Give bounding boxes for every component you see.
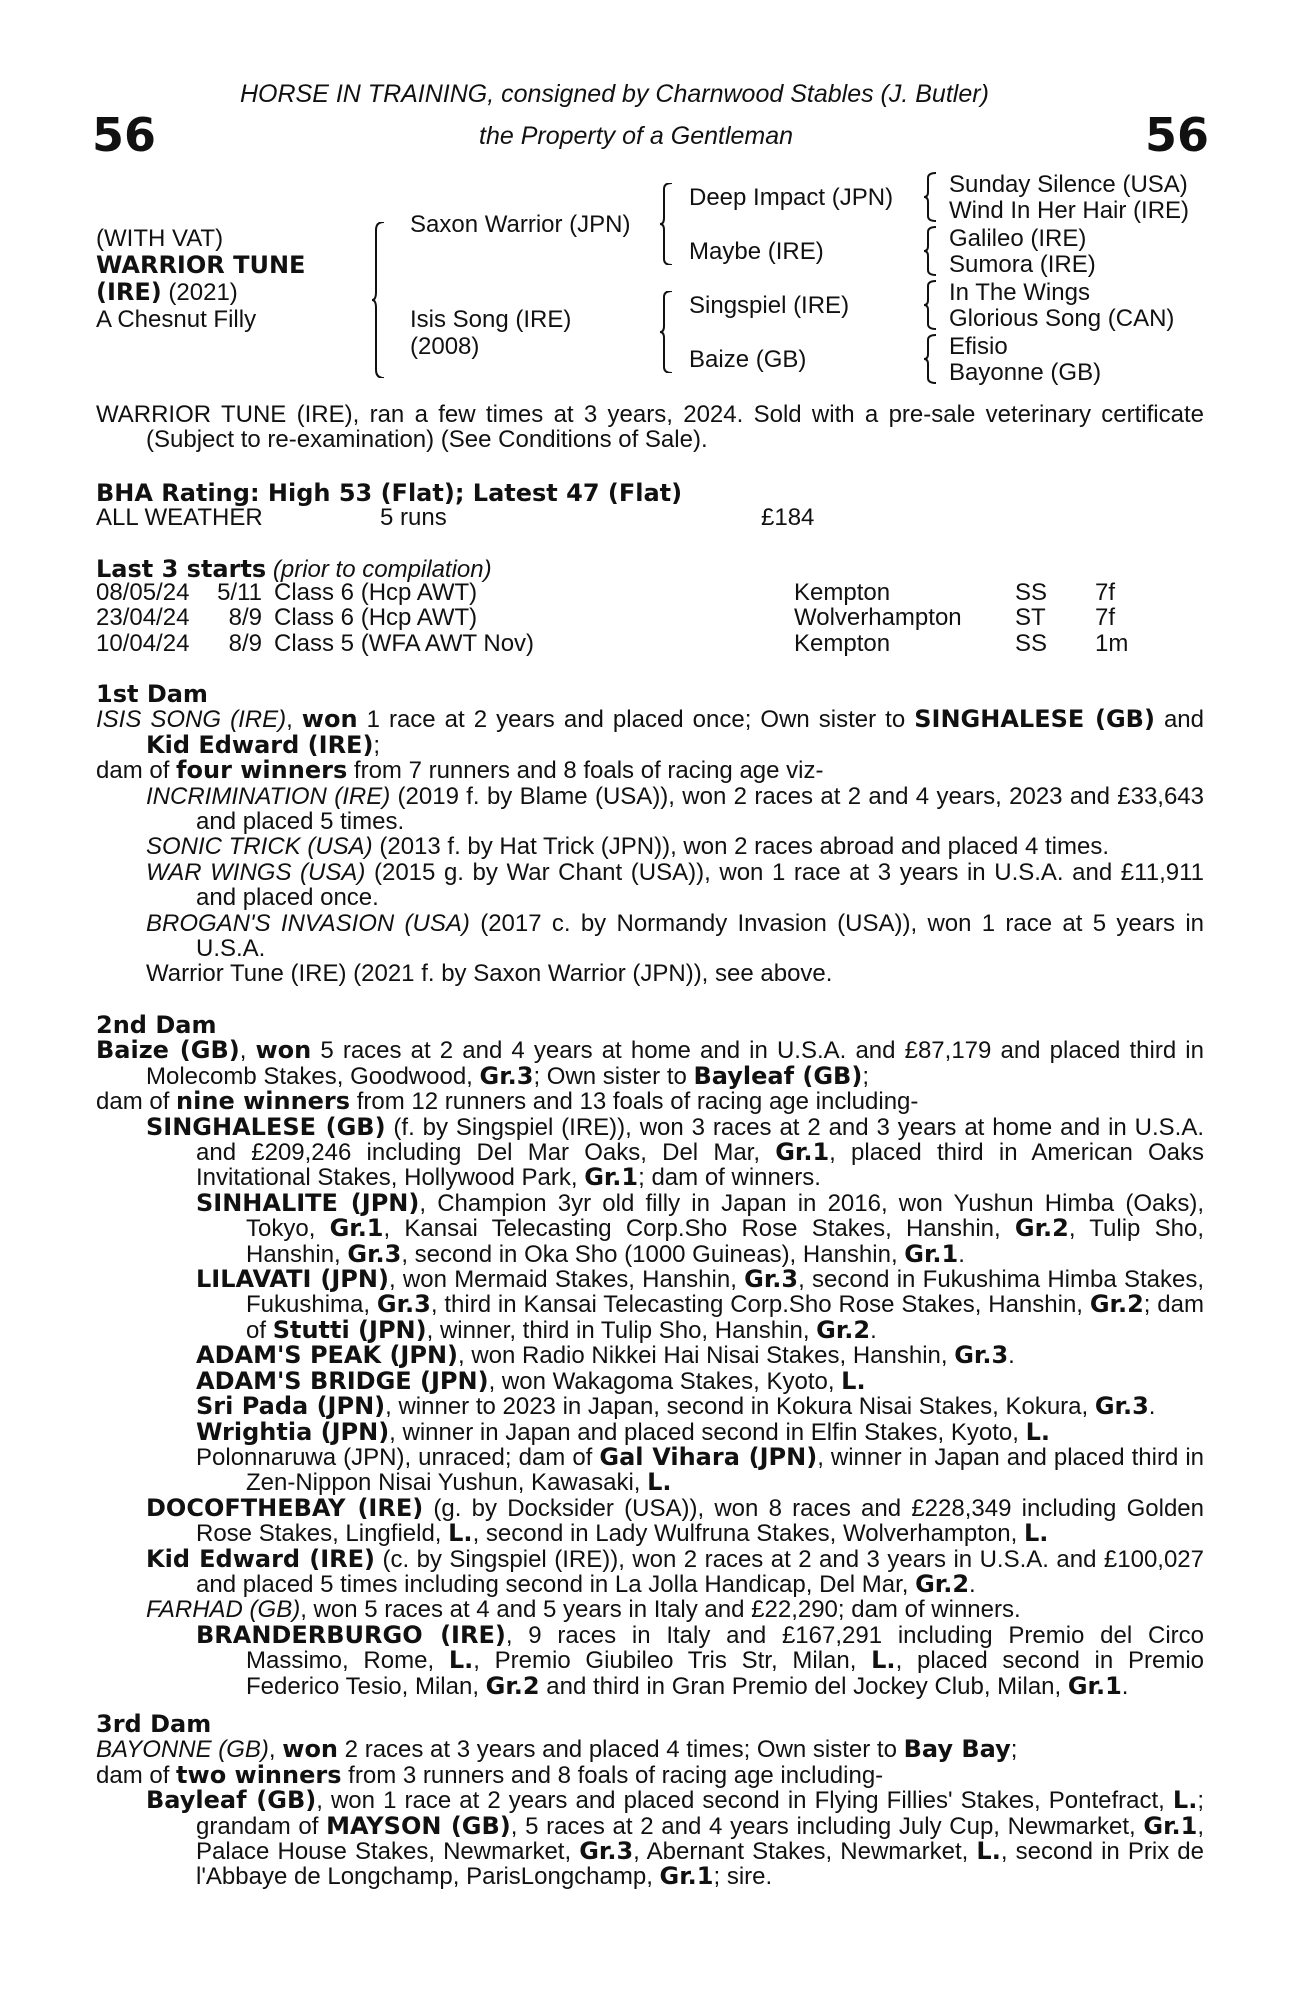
text: (f. by Singspiel (IRE)), won 3 races at 2 and 3 years at home and in U.S.A. and £209,246 including Del Mar Oaks, Del Mar, bbox=[196, 1113, 1205, 1167]
text: , Palace House Stakes, Newmarket, bbox=[196, 1812, 1204, 1866]
grade-label: Gr.3 bbox=[1094, 1392, 1149, 1421]
bha-rating: BHA Rating: High 53 (Flat); Latest 47 (Flat) bbox=[96, 479, 683, 507]
text: from 12 runners and 13 foals of racing age including- bbox=[350, 1088, 919, 1116]
listed-label: L. bbox=[448, 1519, 473, 1548]
listed-label: L. bbox=[448, 1646, 474, 1675]
sibling-name: Bayleaf (GB) bbox=[693, 1061, 863, 1090]
start-date: 23/04/24 bbox=[96, 604, 190, 632]
text: , second in Prix de l'Abbaye de Longchamp, ParisLongchamp, bbox=[196, 1838, 1204, 1891]
sibling-name: SINGHALESE (GB) bbox=[914, 705, 1155, 734]
rating-runs: 5 runs bbox=[380, 504, 447, 531]
text: , Champion 3yr old filly in Japan in 2016, won Yushun Himba (Oaks), Tokyo, bbox=[246, 1189, 1204, 1243]
text: ; bbox=[373, 731, 381, 759]
text: , Premio Giubileo Tris Str, Milan, bbox=[473, 1647, 872, 1675]
text: , won Radio Nikkei Hai Nisai Stakes, Hanshin, bbox=[458, 1342, 955, 1370]
text: , winner, third in Tulip Sho, Hanshin, bbox=[426, 1316, 817, 1344]
pedigree-gg-bracket-2 bbox=[924, 226, 940, 276]
pedigree-gg-1: Sunday Silence (USA) bbox=[949, 171, 1188, 198]
first-dam-section bbox=[96, 682, 1204, 987]
grade-label: Gr.2 bbox=[1089, 1290, 1144, 1319]
table-row bbox=[96, 580, 1128, 605]
listed-label: L. bbox=[647, 1468, 672, 1497]
produce-entry bbox=[96, 834, 1204, 859]
text: dam of bbox=[96, 757, 177, 785]
grade-label: Gr.3 bbox=[744, 1265, 799, 1294]
produce-name: Bayleaf (GB) bbox=[146, 1786, 317, 1815]
text: . bbox=[969, 1570, 976, 1598]
text: from 3 runners and 8 foals of racing age including- bbox=[341, 1761, 884, 1789]
start-position: 5/11 bbox=[217, 579, 262, 606]
lot-number-right: 56 bbox=[1145, 108, 1210, 162]
produce-name: SINGHALESE (GB) bbox=[146, 1112, 386, 1141]
grade-label: Gr.1 bbox=[775, 1138, 830, 1167]
second-dam-name: Baize (GB) bbox=[96, 1036, 240, 1065]
pedigree-gg-8: Bayonne (GB) bbox=[949, 359, 1102, 386]
first-dam-produce-summary bbox=[96, 758, 1204, 783]
start-race: Class 6 (Hcp AWT) bbox=[274, 579, 478, 606]
last-starts-note: (prior to compilation) bbox=[272, 556, 492, 583]
grade-label: Gr.1 bbox=[659, 1862, 714, 1891]
winner-count: nine winners bbox=[176, 1087, 351, 1116]
first-dam-name: ISIS SONG (IRE) bbox=[96, 706, 287, 734]
grade-label: Gr.2 bbox=[1014, 1214, 1069, 1243]
start-going: SS bbox=[1015, 629, 1048, 657]
produce-name: SINHALITE (JPN) bbox=[196, 1188, 420, 1217]
start-course: Kempton bbox=[794, 629, 891, 657]
text: ; sire. bbox=[713, 1863, 773, 1891]
text: . bbox=[958, 1240, 965, 1268]
won-label: won bbox=[301, 705, 358, 734]
pedigree-dam-dam: Baize (GB) bbox=[689, 346, 807, 373]
grade-label: Gr.3 bbox=[479, 1061, 534, 1090]
text: ; dam of winners. bbox=[638, 1164, 821, 1192]
grade-label: Gr.1 bbox=[1067, 1671, 1122, 1700]
text: , Abernant Stakes, Newmarket, bbox=[633, 1838, 977, 1866]
rating-surface: ALL WEATHER bbox=[96, 504, 263, 531]
last-starts-heading: Last 3 starts bbox=[96, 555, 267, 583]
start-going: SS bbox=[1015, 579, 1048, 606]
text: , winner in Japan and placed third in Zen-Nippon Nisai Yushun, Kawasaki, bbox=[246, 1443, 1205, 1497]
text: Polonnaruwa (JPN), unraced; dam of bbox=[196, 1443, 600, 1471]
produce-name: SONIC TRICK (USA) bbox=[146, 833, 373, 861]
produce-entry bbox=[96, 911, 1204, 962]
produce-name: FARHAD (GB) bbox=[146, 1596, 301, 1624]
pedigree-gg-3: Galileo (IRE) bbox=[949, 225, 1087, 252]
pedigree-dam-bracket bbox=[660, 291, 678, 373]
winner-count: four winners bbox=[176, 756, 348, 785]
produce-entry bbox=[96, 1620, 1204, 1700]
produce-name: DOCOFTHEBAY (IRE) bbox=[146, 1493, 424, 1522]
produce-entry bbox=[96, 784, 1204, 835]
start-date: 10/04/24 bbox=[96, 629, 190, 657]
text: , third in Kansai Telecasting Corp.Sho Rose Stakes, Hanshin, bbox=[430, 1291, 1090, 1319]
text: , won 1 race at 2 years and placed second in Flying Fillies' Stakes, Pontefract, bbox=[316, 1787, 1173, 1815]
last-starts-table bbox=[96, 580, 1128, 656]
second-dam-intro bbox=[96, 1038, 1204, 1089]
pedigree-sire-dam: Maybe (IRE) bbox=[689, 238, 824, 265]
produce-name: BRANDERBURGO (IRE) bbox=[196, 1620, 506, 1649]
text: and bbox=[1154, 706, 1204, 734]
text: from 7 runners and 8 foals of racing age viz- bbox=[347, 757, 824, 785]
grade-label: Gr.3 bbox=[954, 1341, 1009, 1370]
sibling-name: Bay Bay bbox=[903, 1735, 1011, 1764]
horse-name: WARRIOR TUNE bbox=[96, 251, 306, 279]
text: , won 5 races at 4 and 5 years in Italy and £22,290; dam of winners. bbox=[300, 1596, 1021, 1624]
vat-label: (WITH VAT) bbox=[96, 225, 224, 252]
start-distance: 7f bbox=[1095, 579, 1116, 606]
text: and third in Gran Premio del Jockey Club, Milan, bbox=[539, 1672, 1068, 1700]
listed-label: L. bbox=[871, 1646, 896, 1675]
start-course: Kempton bbox=[794, 579, 891, 606]
table-row bbox=[96, 631, 1128, 656]
text: 5 races at 2 and 4 years at home and in U.S.A. and £87,179 and placed third in Molecomb Stakes, Goodwood, bbox=[146, 1037, 1204, 1090]
lot-number-left: 56 bbox=[92, 108, 157, 162]
text: . bbox=[1148, 1393, 1156, 1421]
text: , second in Oka Sho (1000 Guineas), Hanshin, bbox=[401, 1240, 905, 1268]
summary-block bbox=[96, 402, 1204, 453]
produce-entry bbox=[96, 1366, 1204, 1395]
text: (g. by Docksider (USA)), won 8 races and £228,349 including Golden Rose Stakes, Lingfield, bbox=[196, 1494, 1204, 1548]
produce-name: Kid Edward (IRE) bbox=[146, 1544, 375, 1573]
grade-label: Gr.3 bbox=[376, 1290, 431, 1319]
text: ; Own sister to bbox=[533, 1062, 694, 1090]
start-date: 08/05/24 bbox=[96, 579, 190, 606]
third-dam-section bbox=[96, 1712, 1204, 1890]
text: , 9 races in Italy and £167,291 including Premio del Circo Massimo, Rome, bbox=[246, 1621, 1204, 1675]
third-dam-intro bbox=[96, 1737, 1204, 1762]
text: , second in Lady Wulfruna Stakes, Wolverhampton, bbox=[472, 1520, 1024, 1548]
pedigree-main-bracket bbox=[372, 222, 392, 378]
text: ; bbox=[1010, 1736, 1018, 1764]
produce-name: ADAM'S BRIDGE (JPN) bbox=[196, 1366, 489, 1395]
pedigree-dam: Isis Song (IRE) bbox=[410, 306, 572, 333]
horse-country: (IRE) bbox=[96, 278, 162, 306]
text: , 5 races at 2 and 4 years including July Cup, Newmarket, bbox=[510, 1812, 1144, 1840]
text: . bbox=[1121, 1672, 1129, 1700]
text: , placed third in American Oaks Invitational Stakes, Hollywood Park, bbox=[196, 1139, 1205, 1192]
property-line: the Property of a Gentleman bbox=[479, 122, 794, 150]
text: 2 races at 3 years and placed 4 times; Own sister to bbox=[338, 1736, 904, 1764]
text: , winner to 2023 in Japan, second in Kokura Nisai Stakes, Kokura, bbox=[385, 1393, 1095, 1421]
produce-name: BROGAN'S INVASION (USA) bbox=[146, 909, 470, 937]
produce-entry bbox=[96, 1394, 1204, 1419]
pedigree-sire-bracket bbox=[660, 183, 678, 265]
produce-name: Sri Pada (JPN) bbox=[196, 1392, 386, 1421]
text: , placed second in Premio Federico Tesio, Milan, bbox=[246, 1647, 1204, 1700]
third-dam-heading: 3rd Dam bbox=[96, 1710, 212, 1738]
horse-origin bbox=[96, 279, 238, 306]
produce-entry bbox=[96, 1112, 1205, 1192]
pedigree-dam-sire: Singspiel (IRE) bbox=[689, 292, 850, 319]
pedigree-sire-sire: Deep Impact (JPN) bbox=[689, 184, 894, 211]
grade-label: Gr.1 bbox=[904, 1239, 959, 1268]
start-course: Wolverhampton bbox=[794, 604, 962, 632]
grade-label: Gr.2 bbox=[915, 1569, 970, 1598]
start-distance: 7f bbox=[1095, 604, 1116, 632]
grade-label: Gr.2 bbox=[816, 1315, 871, 1344]
produce-entry bbox=[96, 1493, 1204, 1548]
second-dam-section bbox=[96, 1013, 1204, 1699]
pedigree-gg-4: Sumora (IRE) bbox=[949, 251, 1096, 278]
table-row bbox=[96, 605, 1128, 630]
second-dam-heading: 2nd Dam bbox=[96, 1011, 217, 1039]
text: (2019 f. by Blame (USA)), won 2 races at 2 and 4 years, 2023 and £33,643 and placed 5 times. bbox=[196, 782, 1204, 836]
rating-earnings: £184 bbox=[761, 504, 815, 531]
text: , Kansai Telecasting Corp.Sho Rose Stakes, Hanshin, bbox=[383, 1215, 1015, 1243]
produce-entry: Warrior Tune (IRE) (2021 f. by Saxon Warrior (JPN)), see above. bbox=[146, 960, 833, 988]
third-dam-produce-summary bbox=[96, 1760, 1204, 1789]
listed-label: L. bbox=[976, 1837, 1001, 1866]
text: dam of bbox=[96, 1761, 177, 1789]
first-dam-heading: 1st Dam bbox=[96, 680, 208, 708]
text: , won Wakagoma Stakes, Kyoto, bbox=[488, 1367, 842, 1395]
start-going: ST bbox=[1015, 604, 1046, 632]
third-dam-name: BAYONNE (GB) bbox=[96, 1736, 269, 1764]
grade-label: Gr.1 bbox=[584, 1163, 639, 1192]
text: (2017 c. by Normandy Invasion (USA)), won 1 race at 5 years in U.S.A. bbox=[196, 909, 1205, 963]
text: . bbox=[1008, 1342, 1015, 1370]
text: 1 race at 2 years and placed once; Own sister to bbox=[357, 706, 915, 734]
text: , won Mermaid Stakes, Hanshin, bbox=[388, 1266, 745, 1294]
listed-label: L. bbox=[1172, 1786, 1198, 1815]
start-race: Class 5 (WFA AWT Nov) bbox=[274, 629, 535, 657]
produce-entry bbox=[96, 1188, 1204, 1268]
horse-description: A Chesnut Filly bbox=[96, 306, 257, 333]
produce-entry bbox=[96, 1267, 1204, 1343]
won-label: won bbox=[255, 1036, 312, 1065]
produce-name: INCRIMINATION (IRE) bbox=[146, 782, 391, 810]
start-position: 8/9 bbox=[228, 629, 262, 657]
text: dam of bbox=[96, 1088, 177, 1116]
produce-entry bbox=[96, 1417, 1204, 1446]
pedigree-gg-bracket-3 bbox=[924, 280, 940, 330]
text: (c. by Singspiel (IRE)), won 2 races at 2 and 3 years in U.S.A. and £100,027 and placed 5 times including second in La Jolla Handicap, Del Mar, bbox=[196, 1545, 1205, 1598]
text: , bbox=[268, 1736, 283, 1764]
summary-text: WARRIOR TUNE (IRE), ran a few times at 3 years, 2024. Sold with a pre-sale veterinary certificate (Subject to re-examination) (See Conditions of Sale). bbox=[96, 401, 1204, 454]
produce-name: WAR WINGS (USA) bbox=[146, 858, 366, 886]
produce-entry bbox=[96, 860, 1204, 911]
horse-year: (2021) bbox=[168, 279, 238, 306]
start-distance: 1m bbox=[1095, 629, 1129, 657]
consignment-line: HORSE IN TRAINING, consigned by Charnwood Stables (J. Butler) bbox=[240, 80, 989, 108]
pedigree-gg-bracket-1 bbox=[924, 172, 940, 222]
produce-name: Gal Vihara (JPN) bbox=[599, 1442, 818, 1471]
text: ; bbox=[862, 1062, 869, 1090]
produce-name: MAYSON (GB) bbox=[326, 1811, 511, 1840]
pedigree-gg-bracket-4 bbox=[924, 334, 940, 384]
won-label: won bbox=[282, 1735, 339, 1764]
first-dam-intro: ISIS SONG (IRE), won 1 race at 2 years and placed once; Own sister to SINGHALESE (GB) and Kid Edward (IRE); bbox=[96, 705, 1204, 759]
grade-label: Gr.2 bbox=[485, 1671, 540, 1700]
second-dam-produce-summary bbox=[96, 1089, 1204, 1114]
grade-label: Gr.3 bbox=[347, 1239, 402, 1268]
pedigree-sire: Saxon Warrior (JPN) bbox=[410, 211, 631, 238]
pedigree-gg-2: Wind In Her Hair (IRE) bbox=[949, 197, 1190, 224]
text: ; grandam of bbox=[196, 1787, 1204, 1840]
grade-label: Gr.3 bbox=[579, 1837, 634, 1866]
winner-count: two winners bbox=[176, 1760, 342, 1789]
produce-entry bbox=[96, 1788, 1204, 1890]
text: . bbox=[870, 1316, 877, 1344]
listed-label: L. bbox=[1025, 1417, 1050, 1446]
listed-label: L. bbox=[1023, 1519, 1049, 1548]
grade-label: Gr.1 bbox=[329, 1214, 384, 1243]
text: (2015 g. by War Chant (USA)), won 1 race at 3 years in U.S.A. and £11,911 and placed once. bbox=[196, 858, 1204, 912]
produce-entry bbox=[96, 1343, 1204, 1368]
text: (2013 f. by Hat Trick (JPN)), won 2 races abroad and placed 4 times. bbox=[372, 833, 1110, 861]
produce-entry bbox=[96, 1442, 1205, 1497]
start-race: Class 6 (Hcp AWT) bbox=[274, 604, 478, 632]
pedigree-gg-6: Glorious Song (CAN) bbox=[949, 305, 1175, 332]
produce-name: Wrightia (JPN) bbox=[196, 1417, 390, 1446]
pedigree-gg-7: Efisio bbox=[949, 333, 1008, 360]
grade-label: Gr.1 bbox=[1143, 1811, 1198, 1840]
sibling-name: Kid Edward (IRE) bbox=[146, 730, 374, 759]
produce-entry bbox=[96, 1597, 1204, 1622]
produce-name: LILAVATI (JPN) bbox=[196, 1265, 389, 1294]
produce-entry bbox=[96, 1544, 1205, 1598]
text: , Tulip Sho, Hanshin, bbox=[246, 1215, 1204, 1268]
produce-name: ADAM'S PEAK (JPN) bbox=[196, 1341, 458, 1370]
text: ; dam of bbox=[246, 1291, 1204, 1344]
start-position: 8/9 bbox=[228, 604, 262, 632]
text: , winner in Japan and placed second in Elfin Stakes, Kyoto, bbox=[389, 1418, 1026, 1446]
text: , bbox=[239, 1037, 256, 1065]
produce-name: Stutti (JPN) bbox=[272, 1315, 427, 1344]
text: , second in Fukushima Himba Stakes, Fukushima, bbox=[246, 1266, 1204, 1319]
listed-label: L. bbox=[841, 1366, 866, 1395]
pedigree-gg-5: In The Wings bbox=[949, 279, 1090, 306]
pedigree-dam-year: (2008) bbox=[410, 333, 480, 360]
